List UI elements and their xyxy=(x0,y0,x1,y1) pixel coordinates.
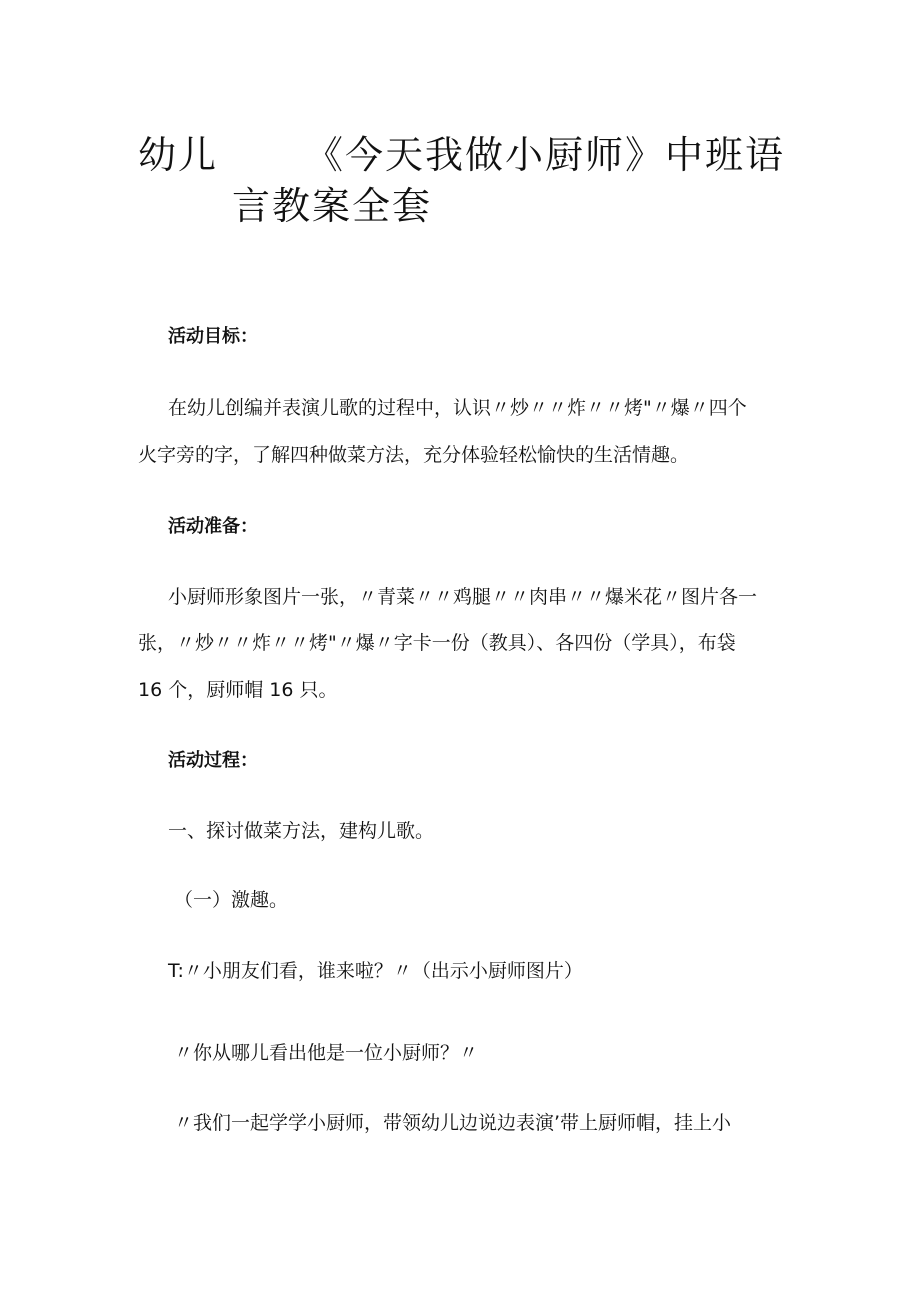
title-part-2: 《今天我做小厨师》中班语 xyxy=(305,133,786,177)
sub-step-1: （一）激趣。 xyxy=(174,889,289,911)
goal-line-2: 火字旁的字，了解四种做菜方法，充分体验轻松愉快的生活情趣。 xyxy=(138,444,690,466)
dialog-line-2: 〃你从哪儿看出他是一位小厨师？〃 xyxy=(174,1042,479,1064)
prep-line-1: 小厨师形象图片一张，〃青菜〃〃鸡腿〃〃肉串〃〃爆米花〃图片各一 xyxy=(168,586,758,608)
step-1: 一、探讨做菜方法，建构儿歌。 xyxy=(168,820,435,842)
goal-line-1: 在幼儿创编并表演儿歌的过程中，认识〃炒〃〃炸〃〃烤"〃爆〃四个 xyxy=(168,397,747,419)
dialog-line-3: 〃我们一起学学小厨师，带领幼儿边说边表演’带上厨师帽，挂上小 xyxy=(174,1112,732,1134)
title-part-3: 言教案全套 xyxy=(232,184,433,228)
goal-heading: 活动目标： xyxy=(168,326,258,347)
dialog-line-1: T:〃小朋友们看，谁来啦？〃（出示小厨师图片） xyxy=(168,960,583,982)
prep-heading: 活动准备： xyxy=(168,516,258,537)
title-part-1: 幼儿 xyxy=(138,133,219,177)
prep-line-2: 张，〃炒〃〃炸〃〃烤"〃爆〃字卡一份（教具）、各四份（学具），布袋 xyxy=(138,632,736,654)
prep-line-3: 16 个，厨师帽 16 只。 xyxy=(138,679,338,701)
process-heading: 活动过程： xyxy=(168,750,258,771)
